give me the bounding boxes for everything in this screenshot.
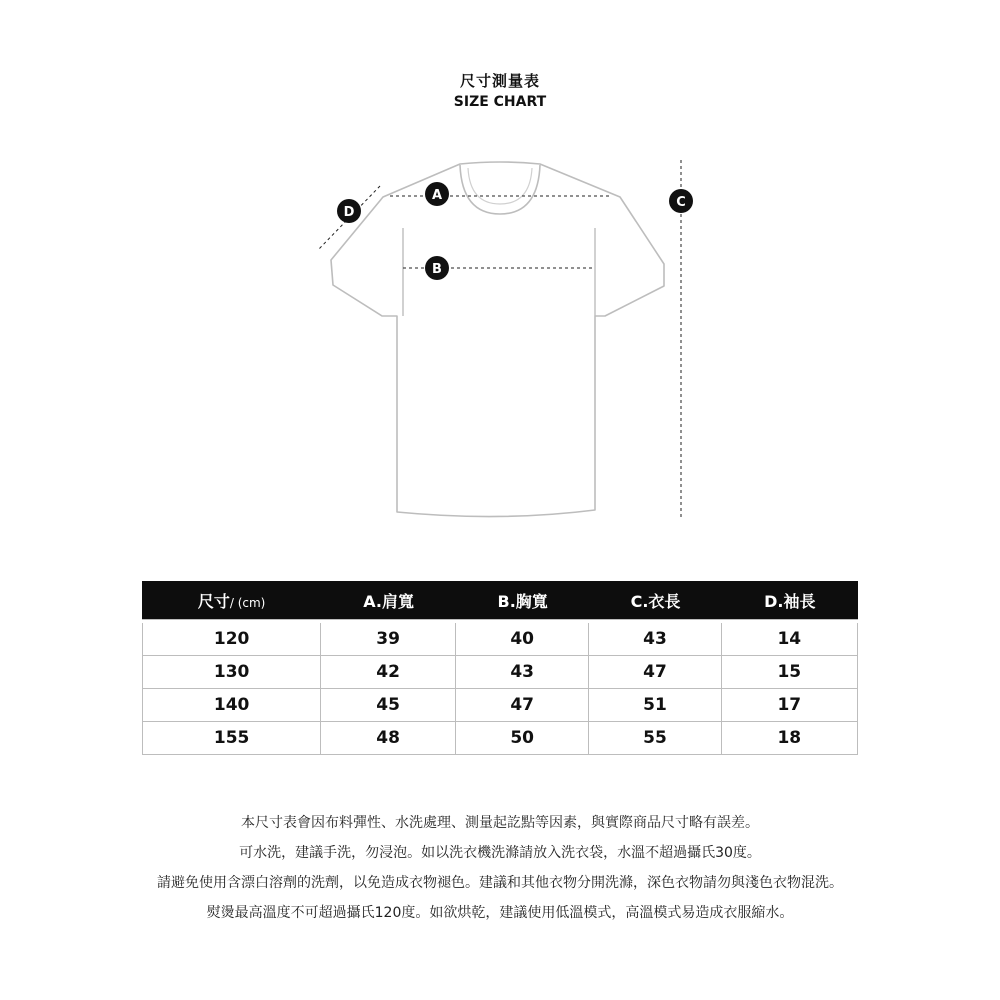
table-row <box>142 722 858 755</box>
header-sleeve-length: D.袖長 <box>722 581 858 619</box>
svg-text:B: B <box>432 262 442 277</box>
note-line: 可水洗，建議手洗，勿浸泡。如以洗衣機洗滌請放入洗衣袋，水溫不超過攝氏30度。 <box>239 845 761 861</box>
svg-text:D: D <box>343 205 355 220</box>
marker-c <box>669 189 693 213</box>
table-header-row <box>142 581 858 619</box>
svg-text:C: C <box>676 195 686 210</box>
header-size: 尺寸/ (cm) <box>142 581 321 619</box>
marker-d <box>337 199 361 223</box>
cell-shoulder: 48 <box>321 722 456 755</box>
cell-sleeve: 17 <box>722 689 858 722</box>
cell-length: 47 <box>589 656 721 689</box>
cell-chest: 50 <box>456 722 589 755</box>
cell-sleeve: 18 <box>722 722 858 755</box>
cell-length: 51 <box>589 689 721 722</box>
page-subtitle: SIZE CHART <box>453 94 547 110</box>
page-title: 尺寸測量表 <box>459 72 540 90</box>
size-table <box>142 581 858 755</box>
cell-shoulder: 42 <box>321 656 456 689</box>
cell-length: 55 <box>589 722 721 755</box>
table-row <box>142 656 858 689</box>
cell-sleeve: 14 <box>722 623 858 656</box>
svg-text:A: A <box>431 188 443 203</box>
cell-size: 140 <box>142 689 321 722</box>
tshirt-diagram <box>300 150 720 530</box>
note-line: 熨燙最高溫度不可超過攝氏120度。如欲烘乾，建議使用低溫模式，高溫模式易造成衣服縮水。 <box>206 905 794 921</box>
cell-shoulder: 39 <box>321 623 456 656</box>
cell-chest: 43 <box>456 656 589 689</box>
note-line: 請避免使用含漂白溶劑的洗劑，以免造成衣物褪色。建議和其他衣物分開洗滌，深色衣物請勿與淺色衣物混洗。 <box>157 875 843 891</box>
cell-size: 130 <box>142 656 321 689</box>
tshirt-outline <box>331 162 664 517</box>
cell-length: 43 <box>589 623 721 656</box>
header-chest-width: B.胸寬 <box>456 581 589 619</box>
note-line: 本尺寸表會因布料彈性、水洗處理、測量起訖點等因素，與實際商品尺寸略有誤差。 <box>241 815 759 831</box>
cell-sleeve: 15 <box>722 656 858 689</box>
header-shoulder-width: A.肩寬 <box>321 581 456 619</box>
care-notes <box>0 808 1000 928</box>
header-body-length: C.衣長 <box>589 581 721 619</box>
table-row <box>142 623 858 656</box>
table-row <box>142 689 858 722</box>
cell-chest: 47 <box>456 689 589 722</box>
header-unit: / (cm) <box>229 595 266 610</box>
cell-chest: 40 <box>456 623 589 656</box>
cell-size: 120 <box>142 623 321 656</box>
cell-shoulder: 45 <box>321 689 456 722</box>
cell-size: 155 <box>142 722 321 755</box>
marker-a <box>425 182 449 206</box>
marker-b <box>425 256 449 280</box>
